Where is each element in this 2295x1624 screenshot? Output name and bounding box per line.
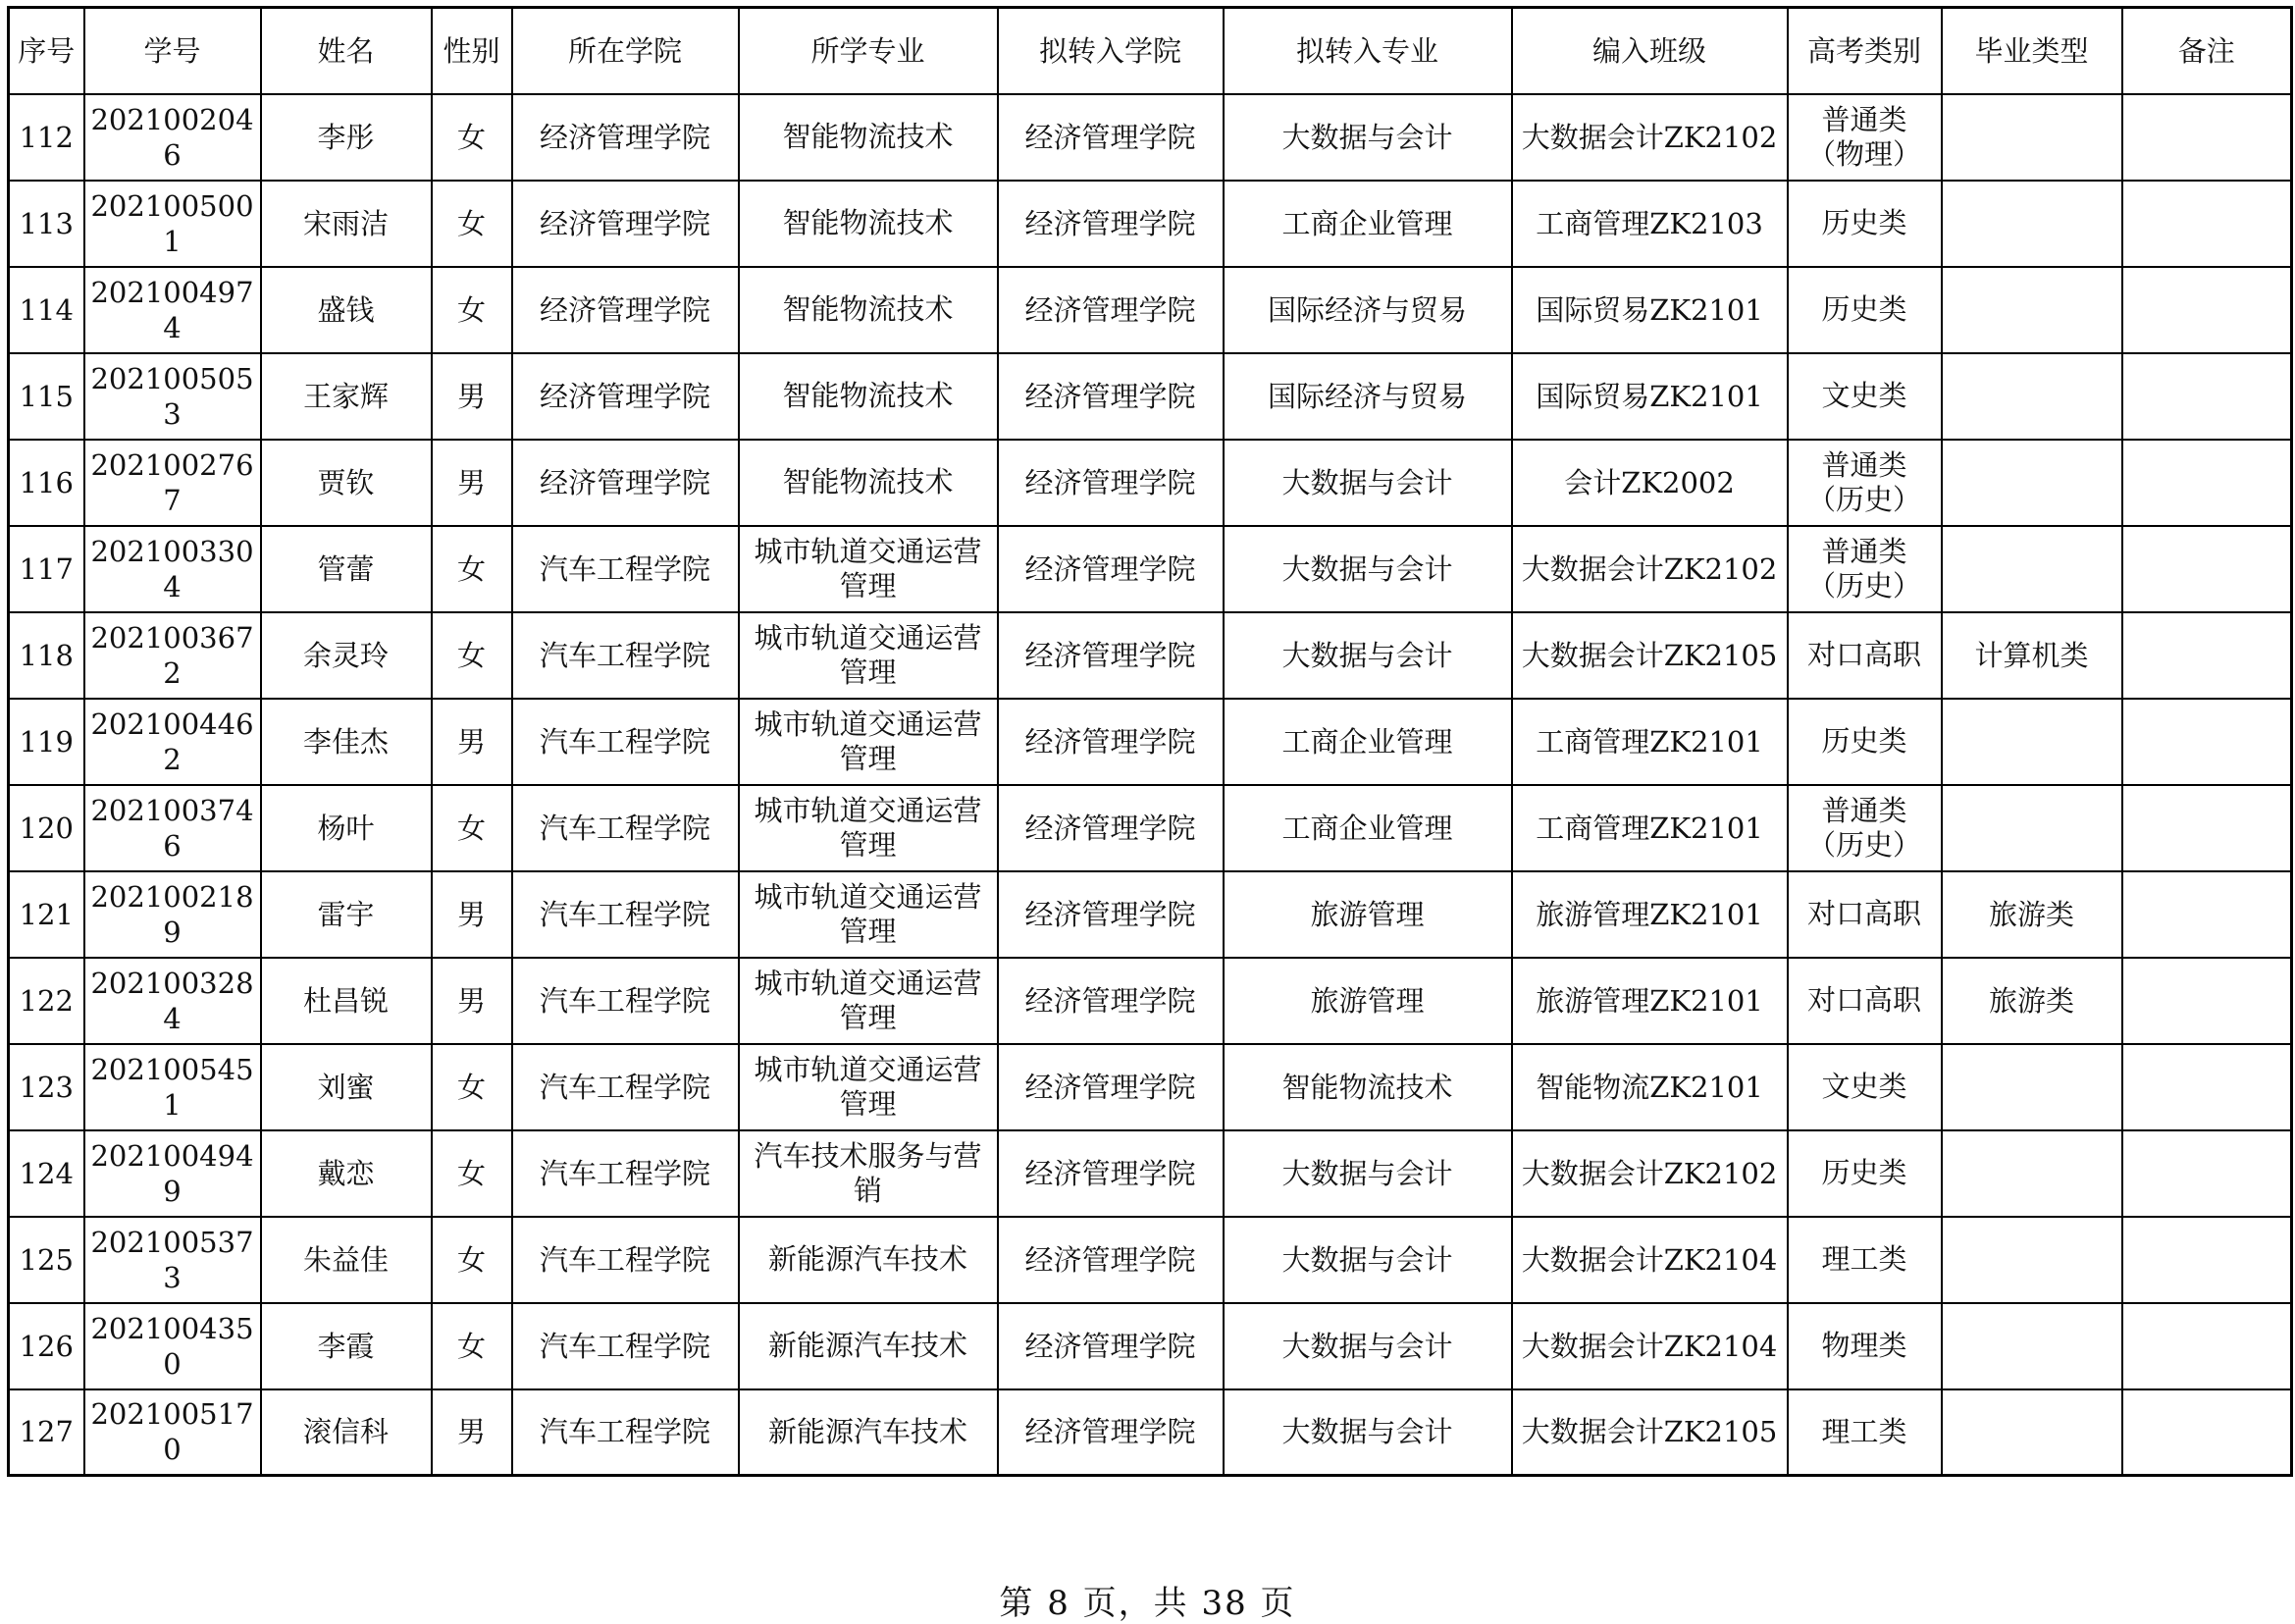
cell-current-college: 经济管理学院 xyxy=(512,94,739,181)
cell-exam-category: 对口高职 xyxy=(1788,958,1942,1044)
cell-current-major: 智能物流技术 xyxy=(739,181,998,267)
table-row xyxy=(9,612,2292,699)
table-row xyxy=(9,785,2292,871)
cell-remarks xyxy=(2122,785,2292,871)
cell-assigned-class: 大数据会计ZK2102 xyxy=(1512,526,1788,612)
cell-student-id: 2021004949 xyxy=(84,1130,261,1217)
cell-name: 杨叶 xyxy=(261,785,432,871)
cell-target-college: 经济管理学院 xyxy=(998,1217,1224,1303)
cell-target-major: 大数据与会计 xyxy=(1224,612,1512,699)
cell-current-major: 城市轨道交通运营管理 xyxy=(739,958,998,1044)
cell-student-id: 2021002189 xyxy=(84,871,261,958)
cell-index: 126 xyxy=(9,1303,84,1389)
cell-gender: 女 xyxy=(432,1044,512,1130)
table-row xyxy=(9,181,2292,267)
cell-graduation-type xyxy=(1942,785,2122,871)
cell-graduation-type xyxy=(1942,94,2122,181)
cell-exam-category: 历史类 xyxy=(1788,267,1942,353)
cell-student-id: 2021005451 xyxy=(84,1044,261,1130)
cell-index: 124 xyxy=(9,1130,84,1217)
cell-remarks xyxy=(2122,1130,2292,1217)
cell-current-major: 智能物流技术 xyxy=(739,440,998,526)
cell-index: 114 xyxy=(9,267,84,353)
cell-graduation-type xyxy=(1942,1217,2122,1303)
cell-remarks xyxy=(2122,699,2292,785)
cell-student-id: 2021005053 xyxy=(84,353,261,440)
table-row xyxy=(9,526,2292,612)
table-row xyxy=(9,699,2292,785)
cell-current-major: 汽车技术服务与营销 xyxy=(739,1130,998,1217)
cell-student-id: 2021003672 xyxy=(84,612,261,699)
cell-name: 盛钱 xyxy=(261,267,432,353)
cell-target-major: 工商企业管理 xyxy=(1224,785,1512,871)
cell-name: 朱益佳 xyxy=(261,1217,432,1303)
cell-exam-category: 历史类 xyxy=(1788,181,1942,267)
cell-current-major: 城市轨道交通运营管理 xyxy=(739,699,998,785)
cell-target-major: 大数据与会计 xyxy=(1224,1303,1512,1389)
cell-index: 120 xyxy=(9,785,84,871)
cell-target-college: 经济管理学院 xyxy=(998,526,1224,612)
cell-index: 113 xyxy=(9,181,84,267)
cell-current-college: 汽车工程学院 xyxy=(512,1303,739,1389)
cell-assigned-class: 大数据会计ZK2105 xyxy=(1512,1389,1788,1476)
cell-exam-category: 历史类 xyxy=(1788,1130,1942,1217)
cell-current-college: 汽车工程学院 xyxy=(512,958,739,1044)
header-target-major: 拟转入专业 xyxy=(1224,8,1512,94)
cell-target-college: 经济管理学院 xyxy=(998,353,1224,440)
cell-name: 余灵玲 xyxy=(261,612,432,699)
cell-assigned-class: 旅游管理ZK2101 xyxy=(1512,958,1788,1044)
cell-target-major: 智能物流技术 xyxy=(1224,1044,1512,1130)
cell-target-major: 大数据与会计 xyxy=(1224,1389,1512,1476)
header-index: 序号 xyxy=(9,8,84,94)
table-body xyxy=(9,94,2292,1476)
cell-gender: 女 xyxy=(432,1130,512,1217)
cell-current-major: 城市轨道交通运营管理 xyxy=(739,526,998,612)
cell-remarks xyxy=(2122,1389,2292,1476)
cell-graduation-type xyxy=(1942,181,2122,267)
table-row xyxy=(9,958,2292,1044)
cell-student-id: 2021005001 xyxy=(84,181,261,267)
cell-current-major: 智能物流技术 xyxy=(739,353,998,440)
cell-gender: 男 xyxy=(432,1389,512,1476)
cell-assigned-class: 大数据会计ZK2104 xyxy=(1512,1303,1788,1389)
table-row xyxy=(9,267,2292,353)
page-number: 第 8 页，共 38 页 xyxy=(999,1584,1296,1623)
cell-remarks xyxy=(2122,181,2292,267)
cell-assigned-class: 工商管理ZK2101 xyxy=(1512,785,1788,871)
cell-gender: 男 xyxy=(432,871,512,958)
cell-name: 李霞 xyxy=(261,1303,432,1389)
cell-name: 宋雨洁 xyxy=(261,181,432,267)
cell-current-major: 城市轨道交通运营管理 xyxy=(739,1044,998,1130)
cell-remarks xyxy=(2122,94,2292,181)
cell-name: 李彤 xyxy=(261,94,432,181)
cell-current-college: 汽车工程学院 xyxy=(512,526,739,612)
header-assigned-class: 编入班级 xyxy=(1512,8,1788,94)
cell-target-major: 大数据与会计 xyxy=(1224,94,1512,181)
cell-assigned-class: 旅游管理ZK2101 xyxy=(1512,871,1788,958)
cell-target-college: 经济管理学院 xyxy=(998,1130,1224,1217)
cell-graduation-type xyxy=(1942,1303,2122,1389)
cell-graduation-type xyxy=(1942,1130,2122,1217)
cell-index: 115 xyxy=(9,353,84,440)
cell-assigned-class: 智能物流ZK2101 xyxy=(1512,1044,1788,1130)
cell-assigned-class: 工商管理ZK2101 xyxy=(1512,699,1788,785)
cell-name: 贾钦 xyxy=(261,440,432,526)
cell-gender: 男 xyxy=(432,958,512,1044)
cell-remarks xyxy=(2122,871,2292,958)
cell-current-major: 城市轨道交通运营管理 xyxy=(739,612,998,699)
cell-current-college: 汽车工程学院 xyxy=(512,1217,739,1303)
cell-graduation-type xyxy=(1942,526,2122,612)
cell-exam-category: 对口高职 xyxy=(1788,612,1942,699)
cell-target-major: 旅游管理 xyxy=(1224,871,1512,958)
cell-index: 112 xyxy=(9,94,84,181)
cell-graduation-type xyxy=(1942,353,2122,440)
cell-current-college: 汽车工程学院 xyxy=(512,871,739,958)
cell-exam-category: 普通类（历史） xyxy=(1788,440,1942,526)
cell-exam-category: 对口高职 xyxy=(1788,871,1942,958)
cell-name: 李佳杰 xyxy=(261,699,432,785)
cell-student-id: 2021003304 xyxy=(84,526,261,612)
cell-current-major: 城市轨道交通运营管理 xyxy=(739,871,998,958)
cell-graduation-type: 旅游类 xyxy=(1942,958,2122,1044)
header-remarks: 备注 xyxy=(2122,8,2292,94)
cell-graduation-type: 旅游类 xyxy=(1942,871,2122,958)
cell-current-college: 经济管理学院 xyxy=(512,353,739,440)
cell-assigned-class: 国际贸易ZK2101 xyxy=(1512,267,1788,353)
cell-remarks xyxy=(2122,267,2292,353)
cell-graduation-type xyxy=(1942,1044,2122,1130)
header-graduation-type: 毕业类型 xyxy=(1942,8,2122,94)
header-gender: 性别 xyxy=(432,8,512,94)
header-current-college: 所在学院 xyxy=(512,8,739,94)
cell-gender: 女 xyxy=(432,1303,512,1389)
cell-remarks xyxy=(2122,440,2292,526)
cell-current-college: 汽车工程学院 xyxy=(512,1389,739,1476)
cell-exam-category: 理工类 xyxy=(1788,1217,1942,1303)
cell-graduation-type xyxy=(1942,699,2122,785)
cell-index: 123 xyxy=(9,1044,84,1130)
table-row xyxy=(9,440,2292,526)
cell-remarks xyxy=(2122,1217,2292,1303)
cell-gender: 女 xyxy=(432,94,512,181)
table-row xyxy=(9,1217,2292,1303)
cell-assigned-class: 会计ZK2002 xyxy=(1512,440,1788,526)
cell-student-id: 2021002046 xyxy=(84,94,261,181)
cell-target-college: 经济管理学院 xyxy=(998,1389,1224,1476)
cell-target-college: 经济管理学院 xyxy=(998,699,1224,785)
cell-target-college: 经济管理学院 xyxy=(998,785,1224,871)
cell-gender: 男 xyxy=(432,699,512,785)
cell-index: 125 xyxy=(9,1217,84,1303)
cell-gender: 女 xyxy=(432,181,512,267)
cell-current-major: 新能源汽车技术 xyxy=(739,1389,998,1476)
table-row xyxy=(9,1130,2292,1217)
cell-exam-category: 普通类（历史） xyxy=(1788,526,1942,612)
cell-current-college: 汽车工程学院 xyxy=(512,1044,739,1130)
cell-gender: 女 xyxy=(432,612,512,699)
cell-student-id: 2021003746 xyxy=(84,785,261,871)
cell-exam-category: 文史类 xyxy=(1788,353,1942,440)
cell-assigned-class: 大数据会计ZK2104 xyxy=(1512,1217,1788,1303)
cell-graduation-type xyxy=(1942,440,2122,526)
cell-gender: 女 xyxy=(432,1217,512,1303)
cell-current-major: 城市轨道交通运营管理 xyxy=(739,785,998,871)
cell-remarks xyxy=(2122,1303,2292,1389)
cell-index: 121 xyxy=(9,871,84,958)
cell-target-college: 经济管理学院 xyxy=(998,1303,1224,1389)
cell-exam-category: 普通类（历史） xyxy=(1788,785,1942,871)
cell-index: 117 xyxy=(9,526,84,612)
cell-name: 王家辉 xyxy=(261,353,432,440)
cell-exam-category: 文史类 xyxy=(1788,1044,1942,1130)
cell-target-major: 工商企业管理 xyxy=(1224,699,1512,785)
cell-current-major: 新能源汽车技术 xyxy=(739,1217,998,1303)
cell-index: 118 xyxy=(9,612,84,699)
cell-remarks xyxy=(2122,612,2292,699)
cell-current-major: 新能源汽车技术 xyxy=(739,1303,998,1389)
cell-target-major: 大数据与会计 xyxy=(1224,440,1512,526)
cell-assigned-class: 大数据会计ZK2105 xyxy=(1512,612,1788,699)
cell-target-college: 经济管理学院 xyxy=(998,612,1224,699)
cell-current-major: 智能物流技术 xyxy=(739,267,998,353)
cell-target-college: 经济管理学院 xyxy=(998,267,1224,353)
cell-target-major: 国际经济与贸易 xyxy=(1224,353,1512,440)
table-row xyxy=(9,1044,2292,1130)
cell-graduation-type: 计算机类 xyxy=(1942,612,2122,699)
cell-target-college: 经济管理学院 xyxy=(998,1044,1224,1130)
cell-remarks xyxy=(2122,1044,2292,1130)
cell-student-id: 2021004974 xyxy=(84,267,261,353)
cell-gender: 女 xyxy=(432,526,512,612)
cell-target-major: 国际经济与贸易 xyxy=(1224,267,1512,353)
cell-current-college: 经济管理学院 xyxy=(512,181,739,267)
cell-index: 119 xyxy=(9,699,84,785)
cell-name: 戴恋 xyxy=(261,1130,432,1217)
cell-remarks xyxy=(2122,958,2292,1044)
cell-name: 滚信科 xyxy=(261,1389,432,1476)
cell-student-id: 2021005373 xyxy=(84,1217,261,1303)
header-student-id: 学号 xyxy=(84,8,261,94)
cell-index: 122 xyxy=(9,958,84,1044)
table-row xyxy=(9,1389,2292,1476)
transfer-student-table xyxy=(7,6,2293,1477)
cell-student-id: 2021003284 xyxy=(84,958,261,1044)
table-row xyxy=(9,353,2292,440)
cell-target-major: 工商企业管理 xyxy=(1224,181,1512,267)
table-row xyxy=(9,1303,2292,1389)
cell-name: 雷宇 xyxy=(261,871,432,958)
cell-gender: 男 xyxy=(432,440,512,526)
cell-target-college: 经济管理学院 xyxy=(998,871,1224,958)
cell-name: 管蕾 xyxy=(261,526,432,612)
cell-exam-category: 物理类 xyxy=(1788,1303,1942,1389)
cell-target-major: 大数据与会计 xyxy=(1224,1130,1512,1217)
cell-target-college: 经济管理学院 xyxy=(998,440,1224,526)
table-row xyxy=(9,871,2292,958)
cell-exam-category: 历史类 xyxy=(1788,699,1942,785)
cell-target-major: 旅游管理 xyxy=(1224,958,1512,1044)
cell-assigned-class: 大数据会计ZK2102 xyxy=(1512,94,1788,181)
cell-student-id: 2021005170 xyxy=(84,1389,261,1476)
cell-current-college: 经济管理学院 xyxy=(512,267,739,353)
cell-target-major: 大数据与会计 xyxy=(1224,526,1512,612)
header-name: 姓名 xyxy=(261,8,432,94)
cell-student-id: 2021004350 xyxy=(84,1303,261,1389)
header-exam-category: 高考类别 xyxy=(1788,8,1942,94)
cell-current-college: 汽车工程学院 xyxy=(512,785,739,871)
table-header-row xyxy=(9,8,2292,94)
cell-exam-category: 普通类（物理） xyxy=(1788,94,1942,181)
cell-graduation-type xyxy=(1942,1389,2122,1476)
cell-gender: 女 xyxy=(432,267,512,353)
cell-assigned-class: 工商管理ZK2103 xyxy=(1512,181,1788,267)
cell-remarks xyxy=(2122,353,2292,440)
cell-target-major: 大数据与会计 xyxy=(1224,1217,1512,1303)
cell-current-college: 经济管理学院 xyxy=(512,440,739,526)
cell-student-id: 2021002767 xyxy=(84,440,261,526)
cell-current-college: 汽车工程学院 xyxy=(512,1130,739,1217)
cell-assigned-class: 大数据会计ZK2102 xyxy=(1512,1130,1788,1217)
cell-gender: 女 xyxy=(432,785,512,871)
cell-current-major: 智能物流技术 xyxy=(739,94,998,181)
header-current-major: 所学专业 xyxy=(739,8,998,94)
cell-target-college: 经济管理学院 xyxy=(998,958,1224,1044)
cell-current-college: 汽车工程学院 xyxy=(512,699,739,785)
cell-gender: 男 xyxy=(432,353,512,440)
cell-index: 127 xyxy=(9,1389,84,1476)
header-target-college: 拟转入学院 xyxy=(998,8,1224,94)
cell-remarks xyxy=(2122,526,2292,612)
cell-target-college: 经济管理学院 xyxy=(998,181,1224,267)
cell-target-college: 经济管理学院 xyxy=(998,94,1224,181)
cell-assigned-class: 国际贸易ZK2101 xyxy=(1512,353,1788,440)
cell-exam-category: 理工类 xyxy=(1788,1389,1942,1476)
cell-graduation-type xyxy=(1942,267,2122,353)
cell-student-id: 2021004462 xyxy=(84,699,261,785)
cell-index: 116 xyxy=(9,440,84,526)
cell-current-college: 汽车工程学院 xyxy=(512,612,739,699)
cell-name: 刘蜜 xyxy=(261,1044,432,1130)
cell-name: 杜昌锐 xyxy=(261,958,432,1044)
table-row xyxy=(9,94,2292,181)
